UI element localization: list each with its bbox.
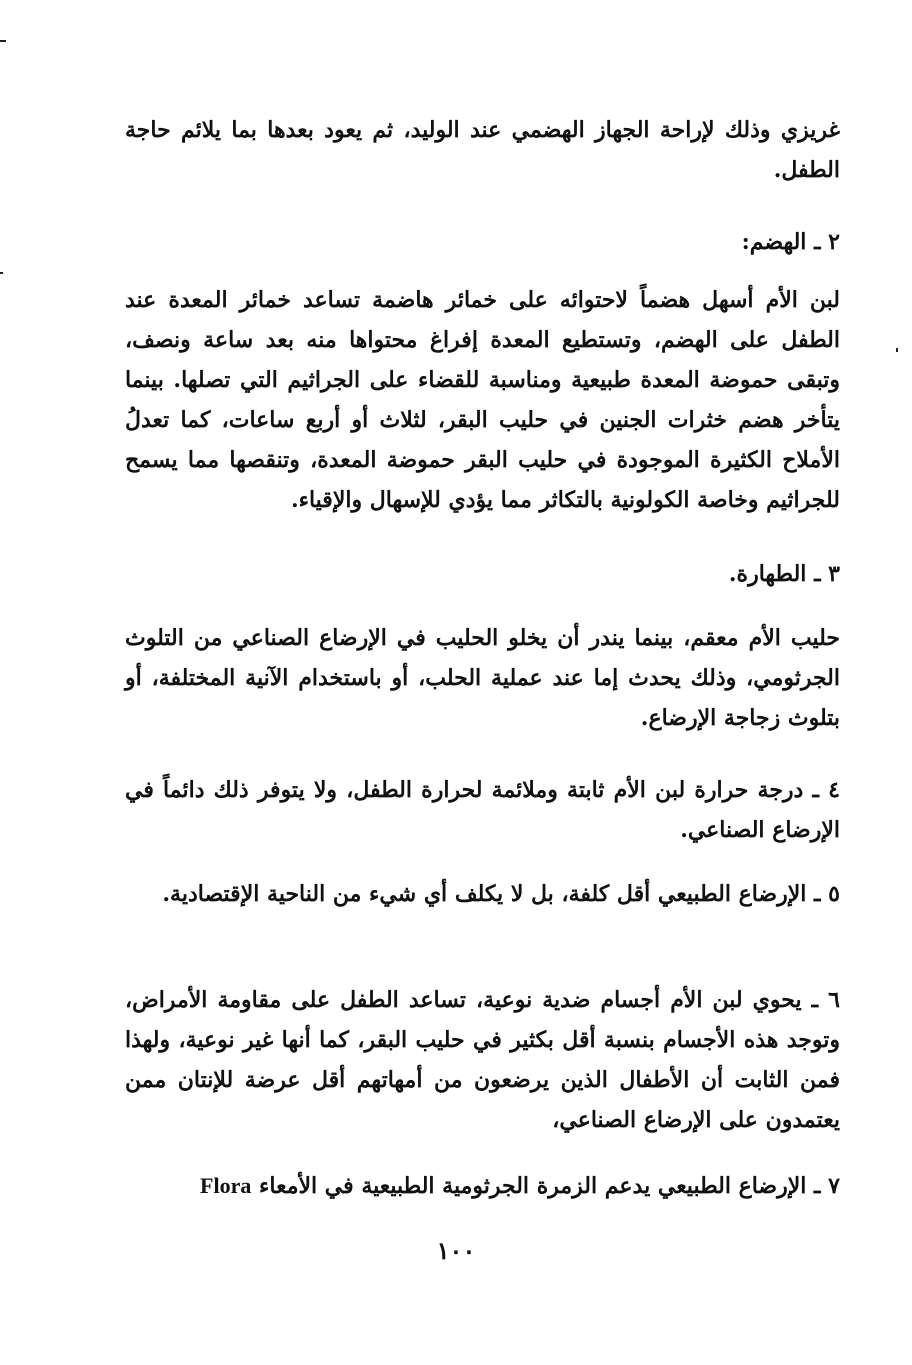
flora-arabic-text: ٧ ـ الإرضاع الطبيعي يدعم الزمرة الجرثومية الطبيعية في الأمعاء	[259, 1173, 840, 1199]
section-heading-purity: ٣ ـ الطهارة.	[728, 561, 840, 587]
paragraph-text: ٥ ـ الإرضاع الطبيعي أقل كلفة، بل لا يكلف أي شيء من الناحية الإقتصادية.	[162, 881, 840, 907]
section-heading-digestion: ٢ ـ الهضم:	[741, 229, 840, 255]
paragraph-temperature	[125, 770, 840, 850]
paragraph-digestion	[125, 280, 840, 520]
flora-latin-term: Flora	[200, 1173, 252, 1198]
paragraph-cost	[125, 874, 840, 914]
paragraph-text	[125, 1166, 840, 1206]
paragraph-flora	[125, 1166, 840, 1206]
paragraph-text: ٦ ـ يحوي لبن الأم أجسام ضدية نوعية، تساعد الطفل على مقاومة الأمراض، وتوجد هذه الأجسام بنسبة أقل بكثير في حليب البقر، كما أنها غير نوعية، ولهذا فمن الثابت أن الأطفال الذين يرضعون من أمهاتهم أقل عرضة للإنتان ممن يعتمدون على الإرضاع الصناعي،	[125, 987, 840, 1133]
margin-mark-mid-left	[0, 272, 3, 274]
page-number: ١٠٠	[436, 1236, 476, 1265]
margin-mark-mid-right	[896, 348, 898, 352]
paragraph-text: ٤ ـ درجة حرارة لبن الأم ثابتة وملائمة لحرارة الطفل، ولا يتوفر ذلك دائماً في الإرضاع الصناعي.	[125, 777, 840, 843]
paragraph-purity	[125, 618, 840, 738]
paragraph-antibodies	[125, 980, 840, 1140]
paragraph-text: لبن الأم أسهل هضماً لاحتوائه على خمائر هاضمة تساعد خمائر المعدة عند الطفل على الهضم، وتستطيع المعدة إفراغ محتواها منه بعد ساعة ونصف، وتبقى حموضة المعدة طبيعية ومناسبة للقضاء على الجراثيم التي تصلها. بينما يتأخر هضم خثرات الجنين في حليب البقر، لثلاث أو أربع ساعات، كما تعدلُ الأملاح الكثيرة الموجودة في حليب البقر حموضة المعدة، وتنقصها مما يسمح للجراثيم وخاصة الكولونية بالتكاثر مما يؤدي للإسهال والإقياء.	[125, 287, 840, 513]
margin-mark-top-left	[0, 40, 6, 42]
paragraph-text: غريزي وذلك لإراحة الجهاز الهضمي عند الوليد، ثم يعود بعدها بما يلائم حاجة الطفل.	[125, 117, 840, 183]
paragraph-intro	[125, 110, 840, 190]
paragraph-text: حليب الأم معقم، بينما يندر أن يخلو الحليب في الإرضاع الصناعي من التلوث الجرثومي، وذلك يحدث إما عند عملية الحلب، أو باستخدام الآنية المختلفة، أو بتلوث زجاجة الإرضاع.	[125, 625, 840, 731]
